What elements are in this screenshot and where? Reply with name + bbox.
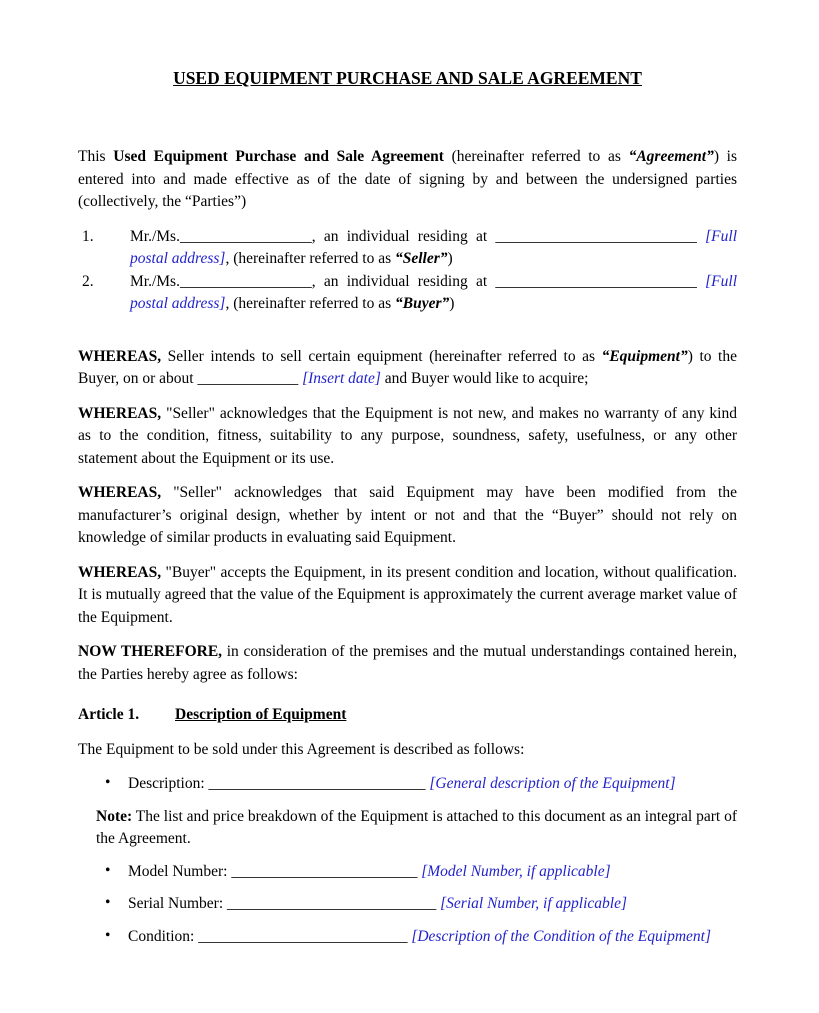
list-number: 1. — [82, 227, 94, 245]
description-blank: ____________________________ — [208, 775, 426, 792]
party-list — [78, 226, 737, 316]
note-lead: Note: — [96, 807, 133, 825]
buyer-defined-term: “Buyer” — [394, 295, 450, 312]
intro-paragraph: This Used Equipment Purchase and Sale Agreement (hereinafter referred to as “Agreement”) is entered into and made effective as of the date of signing by and between the undersigned parties (collectively, the “Parties”) — [78, 148, 738, 210]
whereas-paragraph-2: WHEREAS, "Seller" acknowledges that the Equipment is not new, and makes no warranty of any kind as to the condition, fitness, suitability to any purpose, soundness, safety, usefulness, or any other statement about the Equipment or its use. — [78, 404, 737, 467]
article-title: Description of Equipment — [175, 706, 347, 723]
seller-defined-term: “Seller” — [394, 250, 448, 267]
agreement-name-bold: Used Equipment Purchase and Sale Agreement — [113, 148, 444, 165]
article-1-heading — [78, 704, 737, 727]
bullet-icon: • — [105, 861, 111, 879]
equipment-intro-paragraph: The Equipment to be sold under this Agreement is described as follows: — [78, 740, 525, 758]
model-number-blank: ________________________ — [231, 862, 418, 880]
equipment-defined-term: “Equipment” — [601, 347, 688, 365]
whereas-lead: WHEREAS, — [78, 563, 162, 581]
condition-placeholder: [Description of the Condition of the Equipment] — [411, 927, 711, 945]
document-title: USED EQUIPMENT PURCHASE AND SALE AGREEMENT — [173, 68, 642, 88]
now-therefore-paragraph: NOW THEREFORE, in consideration of the premises and the mutual understandings contained herein, the Parties hereby agree as follows: — [78, 643, 737, 683]
whereas-lead: WHEREAS, — [78, 404, 162, 422]
bullet-icon: • — [105, 894, 111, 911]
seller-address-placeholder: [Full postal address] — [130, 227, 738, 267]
agreement-defined-term: “Agreement” — [628, 148, 714, 165]
party-item-buyer: 2. Mr./Ms._________________, an individual residing at __________________________ [Full postal address], (hereinafter referred to as “Buyer”) — [82, 272, 738, 312]
serial-number-label: Serial Number: — [128, 895, 228, 912]
condition-label: Condition: — [128, 927, 199, 945]
condition-blank: ___________________________ — [198, 927, 408, 945]
seller-address-blank: __________________________ — [495, 227, 697, 245]
bullet-model-number — [78, 861, 737, 884]
party-item-seller: 1. Mr./Ms._________________, an individual residing at __________________________ [Full postal address], (hereinafter referred to as “Seller”) — [82, 227, 738, 267]
intro-text: This — [78, 148, 114, 165]
model-number-label: Model Number: — [128, 862, 232, 880]
note-paragraph: Note: The list and price breakdown of the Equipment is attached to this document as an integral part of the Agreement. — [96, 807, 737, 847]
description-label: Description: — [128, 775, 209, 792]
date-blank: _____________ — [197, 370, 299, 387]
serial-number-blank: ___________________________ — [227, 895, 437, 912]
model-number-placeholder: [Model Number, if applicable] — [421, 862, 611, 880]
list-number: 2. — [82, 272, 94, 290]
whereas-paragraph-4: WHEREAS, "Buyer" accepts the Equipment, in its present condition and location, without qualification. It is mutually agreed that the value of the Equipment is approximately the current average market value of the Equipment. — [78, 563, 737, 626]
bullet-serial-number — [78, 893, 737, 916]
whereas-lead: WHEREAS, — [78, 484, 162, 501]
whereas-paragraph-3: WHEREAS, "Seller" acknowledges that said Equipment may have been modified from the manufacturer’s original design, whether by intent or not and that the “Buyer” should not rely on knowledge of similar products in evaluating said Equipment. — [78, 484, 737, 546]
buyer-address-blank: __________________________ — [495, 272, 697, 290]
bullet-icon: • — [105, 774, 111, 791]
bullet-description — [78, 773, 737, 796]
seller-name-blank: _________________ — [179, 227, 312, 245]
insert-date-placeholder: [Insert date] — [302, 370, 381, 387]
serial-number-placeholder: [Serial Number, if applicable] — [440, 895, 627, 912]
now-therefore-lead: NOW THEREFORE, — [78, 643, 223, 660]
buyer-name-blank: _________________ — [179, 272, 312, 290]
bullet-icon: • — [105, 926, 111, 944]
description-placeholder: [General description of the Equipment] — [429, 775, 676, 792]
whereas-paragraph-1: WHEREAS, Seller intends to sell certain equipment (hereinafter referred to as “Equipment”) to the Buyer, on or about _____________ [Insert date] and Buyer would like to acquire; — [78, 347, 737, 387]
bullet-condition — [78, 926, 737, 949]
whereas-lead: WHEREAS, — [78, 347, 162, 365]
buyer-address-placeholder: [Full postal address] — [130, 272, 738, 312]
article-number: Article 1. — [78, 706, 140, 723]
